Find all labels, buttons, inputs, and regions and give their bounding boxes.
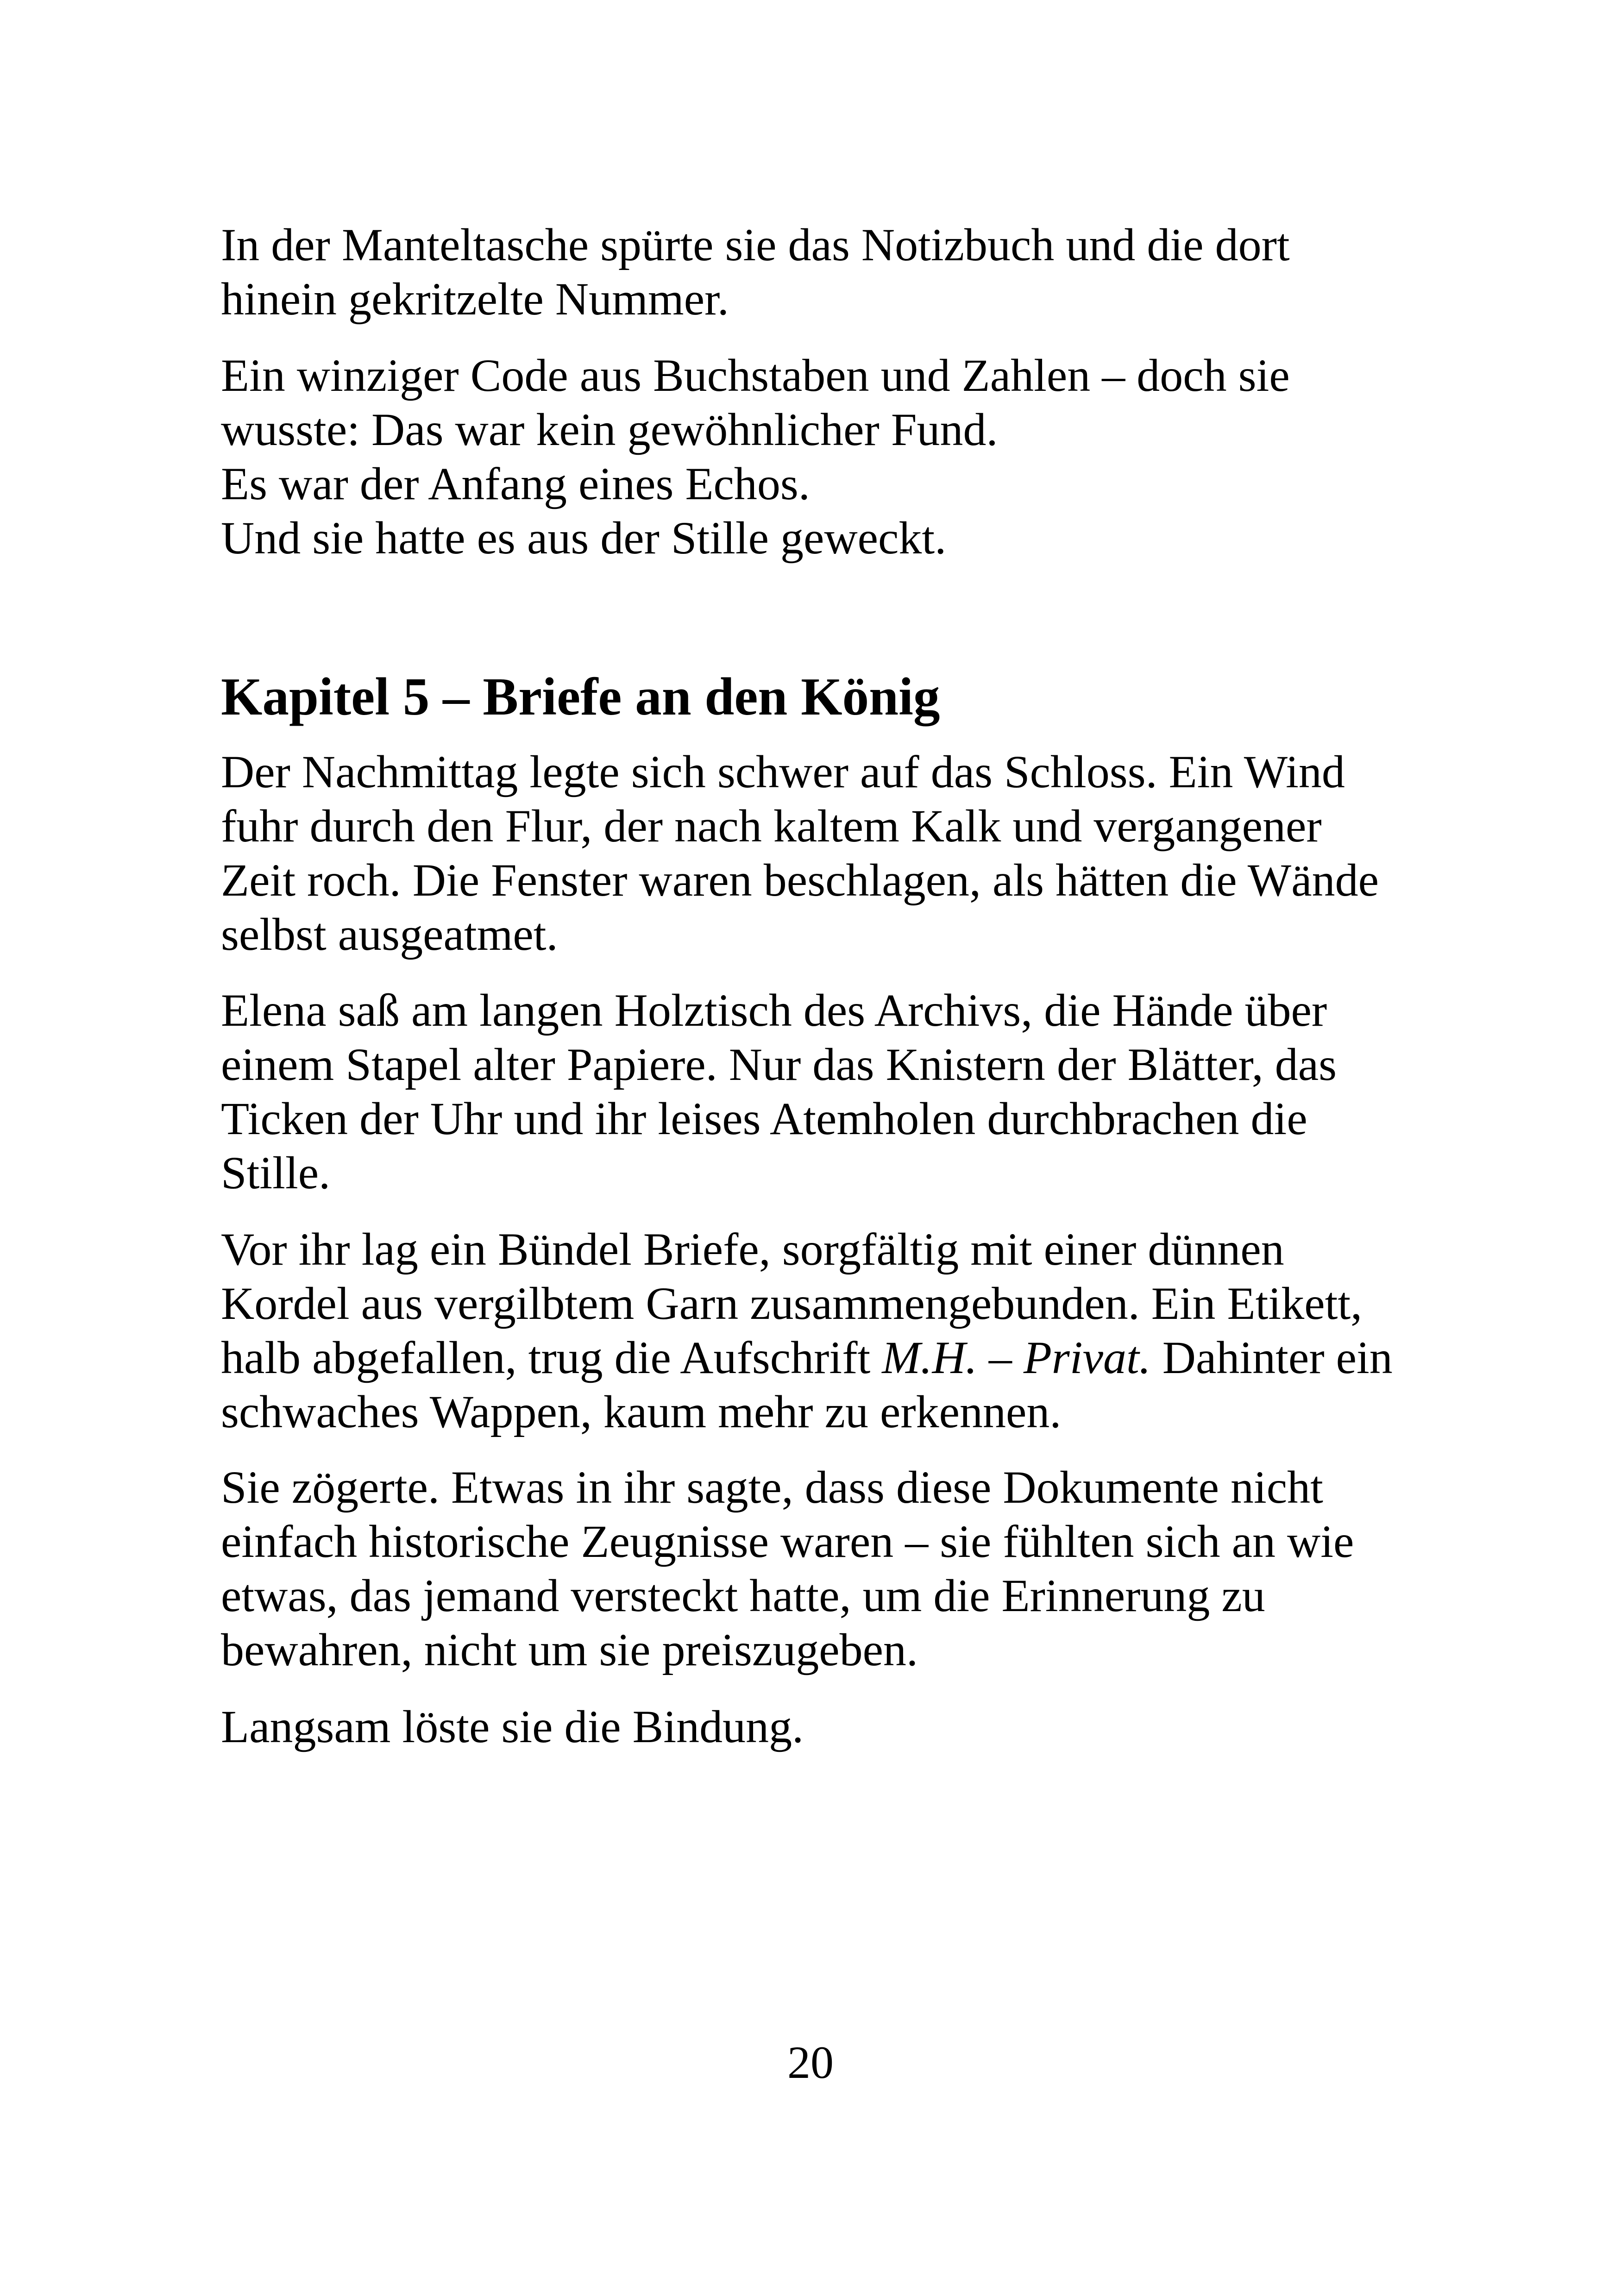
text-line: Es war der Anfang eines Echos. bbox=[221, 458, 810, 509]
text-line: Und sie hatte es aus der Stille geweckt. bbox=[221, 512, 947, 564]
paragraph-archive bbox=[221, 983, 1425, 1200]
paragraph-code bbox=[221, 348, 1425, 565]
text-line bbox=[221, 1330, 1425, 1385]
page-number: 20 bbox=[787, 2037, 834, 2088]
text-line: selbst ausgeatmet. bbox=[221, 909, 558, 960]
text-line: Ein winziger Code aus Buchstaben und Zahlen – doch sie bbox=[221, 350, 1290, 401]
label-text-after: Dahinter ein bbox=[1150, 1332, 1393, 1383]
paragraph-binding bbox=[221, 1700, 1425, 1754]
text-line: Stille. bbox=[221, 1147, 331, 1198]
text-line: Sie zögerte. Etwas in ihr sagte, dass diese Dokumente nicht bbox=[221, 1462, 1323, 1513]
label-inscription-italic: M.H. – Privat. bbox=[882, 1332, 1151, 1383]
text-line: einem Stapel alter Papiere. Nur das Knistern der Blätter, das bbox=[221, 1039, 1337, 1090]
text-line: Elena saß am langen Holztisch des Archivs, die Hände über bbox=[221, 985, 1327, 1036]
paragraph-afternoon bbox=[221, 745, 1425, 961]
text-line: wusste: Das war kein gewöhnlicher Fund. bbox=[221, 404, 998, 455]
text-line: Zeit roch. Die Fenster waren beschlagen, als hätten die Wände bbox=[221, 854, 1379, 906]
text-line: hinein gekritzelte Nummer. bbox=[221, 273, 729, 325]
text-line: Der Nachmittag legte sich schwer auf das Schloss. Ein Wind bbox=[221, 746, 1345, 797]
text-line: bewahren, nicht um sie preiszugeben. bbox=[221, 1624, 918, 1675]
text-line: Ticken der Uhr und ihr leises Atemholen durchbrachen die bbox=[221, 1093, 1307, 1144]
label-text-before: halb abgefallen, trug die Aufschrift bbox=[221, 1332, 882, 1383]
text-line: etwas, das jemand versteckt hatte, um die Erinnerung zu bbox=[221, 1570, 1265, 1621]
text-line: fuhr durch den Flur, der nach kaltem Kalk und vergangener bbox=[221, 800, 1322, 852]
text-line: In der Manteltasche spürte sie das Notizbuch und die dort bbox=[221, 219, 1290, 270]
paragraph-notebook bbox=[221, 218, 1425, 326]
chapter-heading: Kapitel 5 – Briefe an den König bbox=[221, 667, 940, 726]
text-line: Langsam löste sie die Bindung. bbox=[221, 1701, 804, 1752]
text-line: Kordel aus vergilbtem Garn zusammengebunden. Ein Etikett, bbox=[221, 1278, 1363, 1329]
paragraph-hesitation bbox=[221, 1460, 1425, 1677]
text-line: Vor ihr lag ein Bündel Briefe, sorgfältig mit einer dünnen bbox=[221, 1223, 1284, 1275]
text-line: schwaches Wappen, kaum mehr zu erkennen. bbox=[221, 1386, 1062, 1437]
paragraph-letters bbox=[221, 1222, 1425, 1439]
text-line: einfach historische Zeugnisse waren – sie fühlten sich an wie bbox=[221, 1516, 1354, 1567]
